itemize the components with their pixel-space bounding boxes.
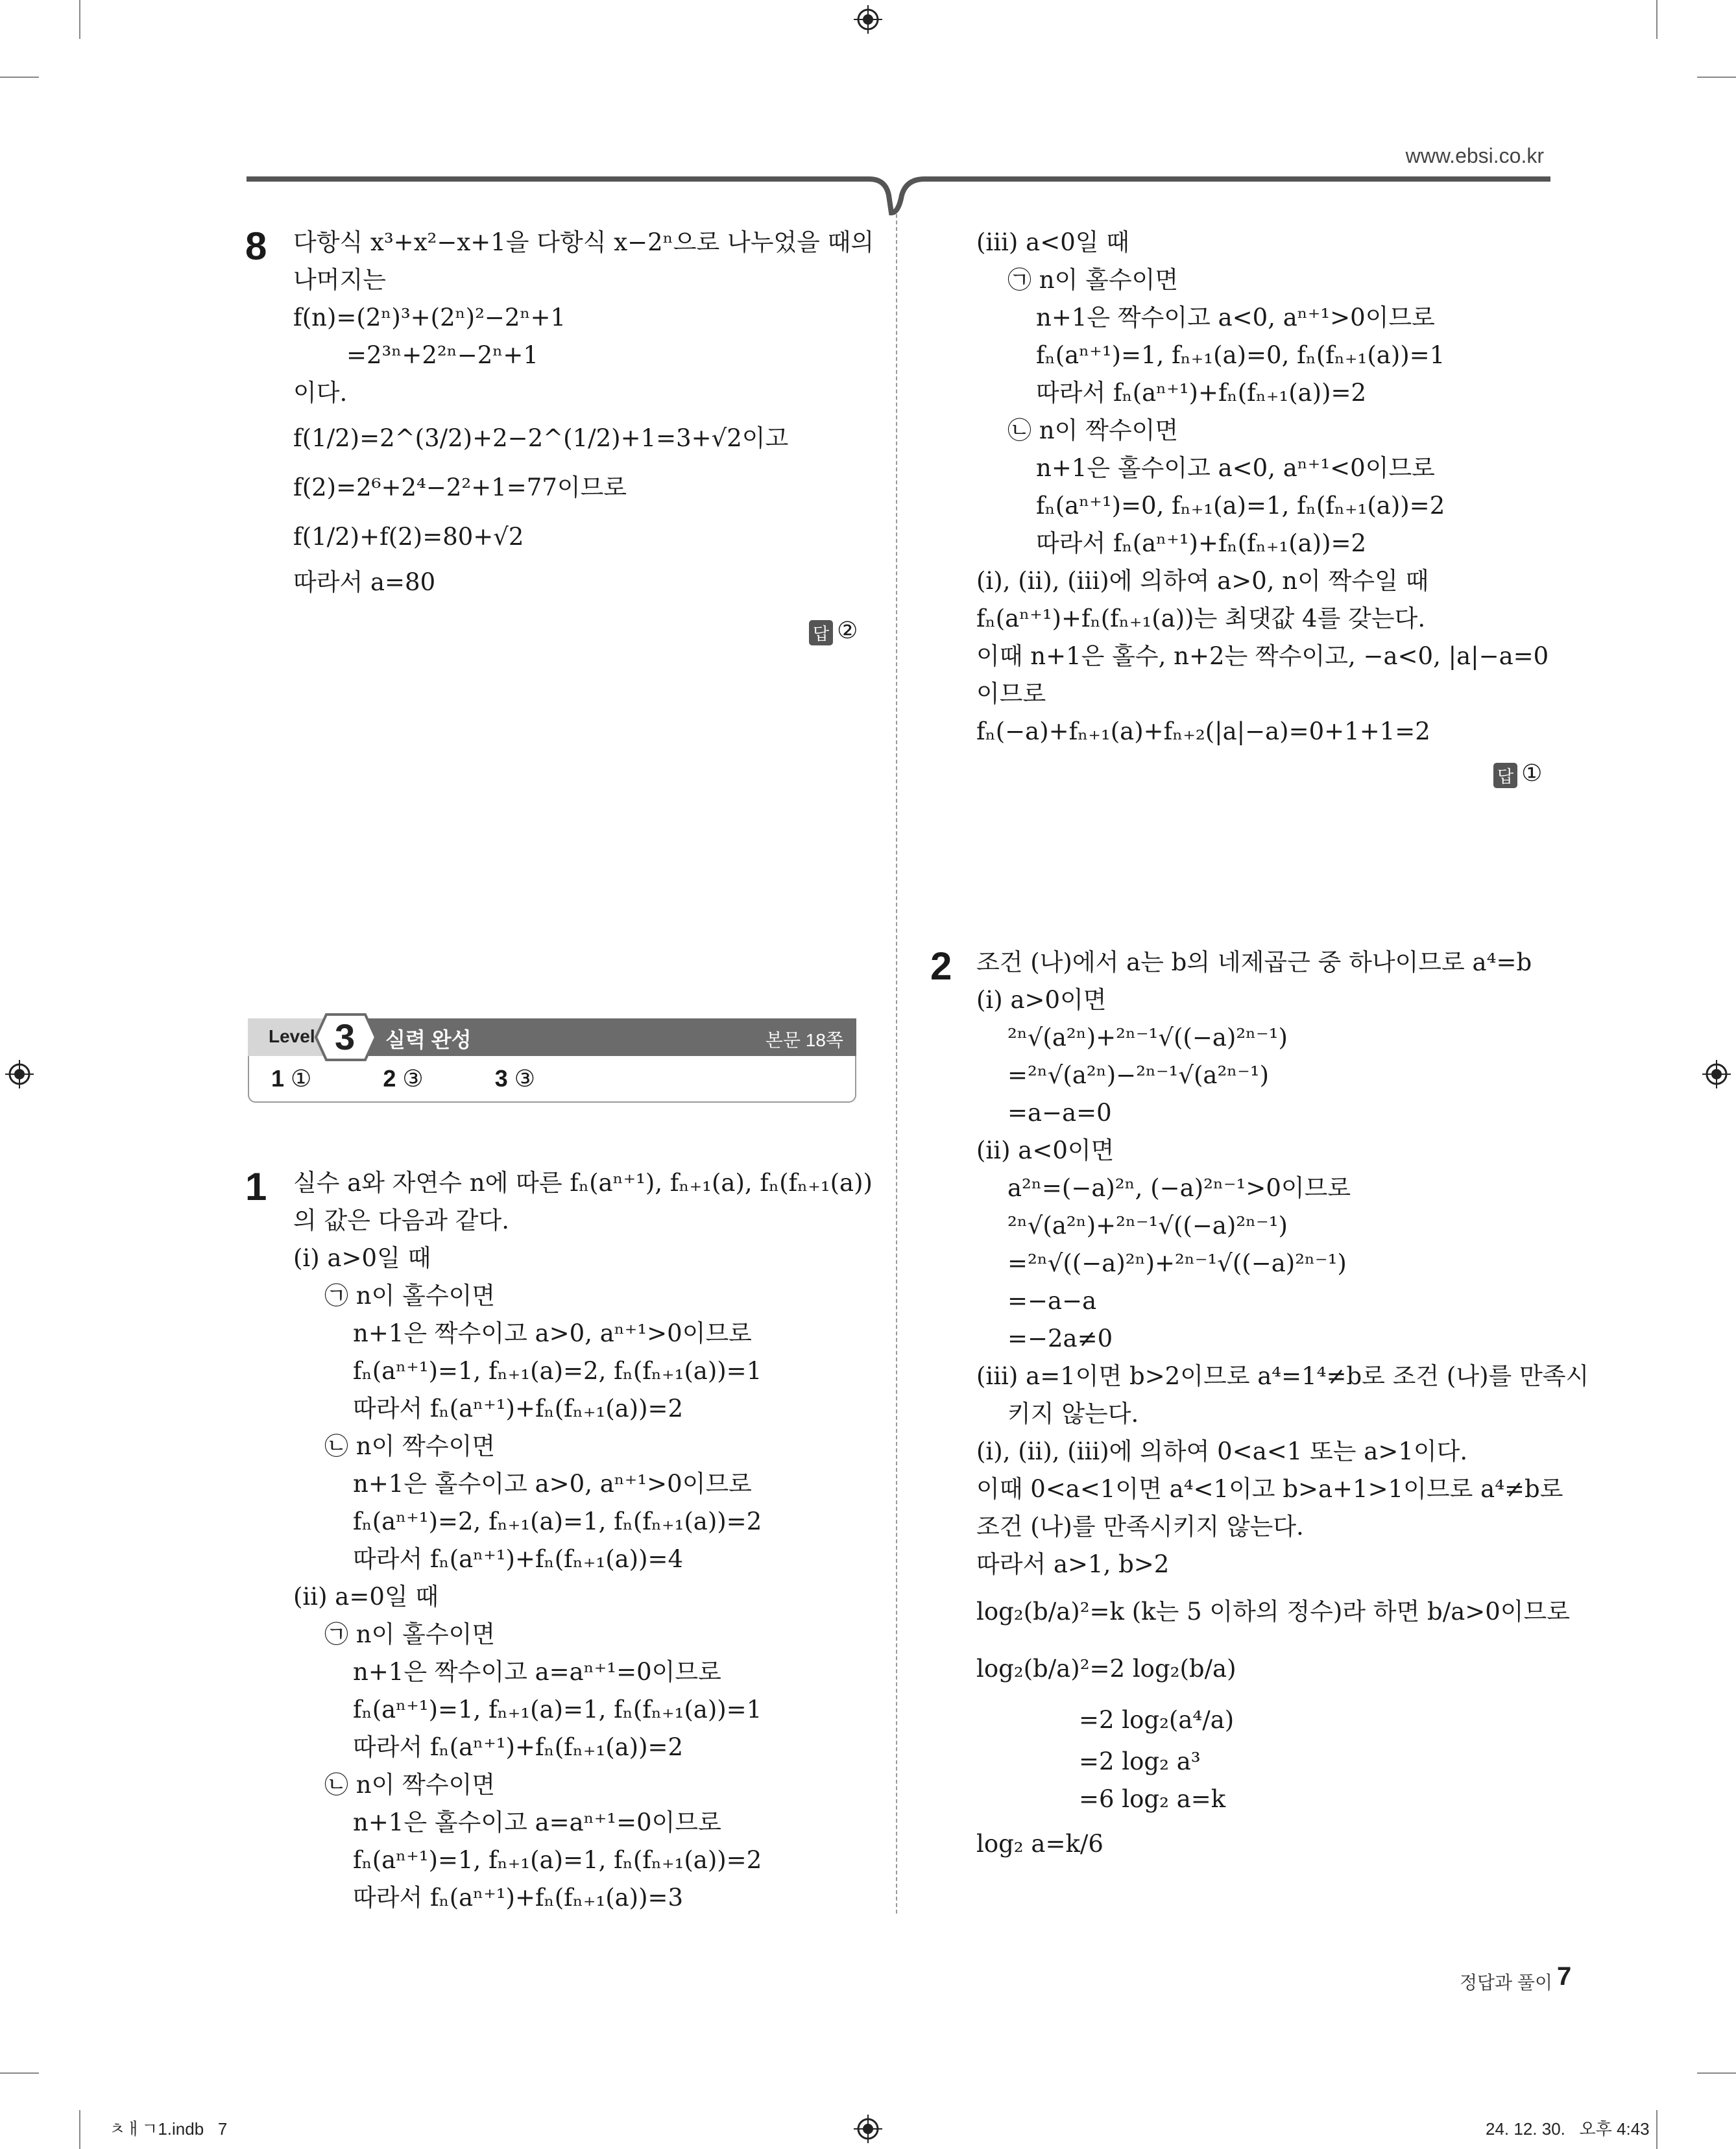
crop-mark [0,77,39,78]
text-line: fₙ(aⁿ⁺¹)=1, fₙ₊₁(a)=1, fₙ(fₙ₊₁(a))=1 [353,1696,762,1723]
text-line: (ⅰ), (ⅱ), (ⅲ)에 의하여 a>0, n이 짝수일 때 [976,567,1429,595]
text-line: 나머지는 [293,266,386,294]
text-line: 키지 않는다. [1007,1400,1139,1428]
answer-8 [809,618,858,645]
text-line: =2 log₂ a³ [1079,1747,1201,1775]
text-line: f(2)=2⁶+2⁴−2²+1=77이므로 [293,474,627,501]
problem-number: 1 [245,1165,267,1208]
text-line: 이때 n+1은 홀수, n+2는 짝수이고, −a<0, |a|−a=0 [976,642,1549,670]
text-line: fₙ(aⁿ⁺¹)=1, fₙ₊₁(a)=0, fₙ(fₙ₊₁(a))=1 [1036,341,1445,369]
registration-mark-icon [854,2115,882,2143]
level-title: 실력 완성 [385,1028,472,1051]
registration-mark-icon [1702,1060,1731,1088]
text-line: (ⅰ) a>0이면 [976,986,1107,1014]
text-line: (ⅲ) a<0일 때 [976,228,1129,256]
text-line: n+1은 홀수이고 a>0, aⁿ⁺¹>0이므로 [353,1470,752,1498]
text-line: fₙ(aⁿ⁺¹)=1, fₙ₊₁(a)=2, fₙ(fₙ₊₁(a))=1 [353,1357,762,1385]
registration-mark-icon [5,1060,34,1088]
text-line: ㉡ n이 짝수이면 [324,1432,496,1460]
text-line: ㉠ n이 홀수이면 [1007,266,1179,294]
text-line: fₙ(−a)+fₙ₊₁(a)+fₙ₊₂(|a|−a)=0+1+1=2 [976,717,1430,745]
text-line: =−a−a [1007,1287,1097,1315]
text-line: (ⅲ) a=1이면 b>2이므로 a⁴=1⁴≠b로 조건 (나)를 만족시 [976,1362,1589,1390]
text-line: 조건 (나)에서 a는 b의 네제곱근 중 하나이므로 a⁴=b [976,948,1532,976]
answer-value: ② [837,618,858,644]
text-line: =6 log₂ a=k [1079,1785,1226,1813]
quick-answers [271,1065,535,1092]
problem-number: 2 [930,944,952,988]
answer-label: 답 [1493,763,1517,788]
text-line: 따라서 fₙ(aⁿ⁺¹)+fₙ(fₙ₊₁(a))=3 [353,1884,684,1912]
level-banner [248,1018,856,1122]
text-line: =2 log₂(a⁴/a) [1079,1706,1235,1734]
qa-ans: ① [291,1065,312,1092]
text-line: (ⅱ) a<0이면 [976,1136,1115,1164]
problem-1-body [293,1164,873,1917]
text-line: =²ⁿ√((−a)²ⁿ)+²ⁿ⁻¹√((−a)²ⁿ⁻¹) [1007,1249,1347,1277]
qa-ans: ③ [514,1065,536,1092]
file-info: ㅊㅐㄱ1.indb 7 [109,2119,228,2139]
site-url: www.ebsi.co.kr [1405,144,1544,167]
text-line: ²ⁿ√(a²ⁿ)+²ⁿ⁻¹√((−a)²ⁿ⁻¹) [1007,1024,1288,1051]
crop-mark [79,2110,80,2149]
qa-num: 3 [494,1065,508,1092]
crop-mark [0,2072,39,2074]
text-line: f(n)=(2ⁿ)³+(2ⁿ)²−2ⁿ+1 [293,304,566,331]
text-line: n+1은 홀수이고 a<0, aⁿ⁺¹<0이므로 [1036,454,1435,482]
text-line: (ⅱ) a=0일 때 [293,1583,439,1611]
text-line: f(1/2)+f(2)=80+√2 [293,523,524,551]
answer-value: ① [1521,760,1543,787]
problem-1-continued [976,224,1554,750]
problem-number: 8 [245,224,267,268]
text-line: 따라서 fₙ(aⁿ⁺¹)+fₙ(fₙ₊₁(a))=4 [353,1545,684,1573]
answer-1 [1493,760,1542,788]
text-line: 따라서 a>1, b>2 [976,1550,1170,1578]
text-line: 의 값은 다음과 같다. [293,1207,509,1234]
crop-mark [1656,2110,1658,2149]
text-line: (ⅰ) a>0일 때 [293,1244,431,1272]
crop-mark [1697,2072,1736,2074]
text-line: log₂(b/a)²=2 log₂(b/a) [976,1655,1236,1683]
text-line: ㉠ n이 홀수이면 [324,1282,496,1310]
text-line: 다항식 x³+x²−x+1을 다항식 x−2ⁿ으로 나누었을 때의 [293,228,874,256]
column-divider [896,214,897,1914]
text-line: 따라서 fₙ(aⁿ⁺¹)+fₙ(fₙ₊₁(a))=2 [353,1733,684,1761]
qa-ans: ③ [402,1065,424,1092]
text-line: n+1은 짝수이고 a>0, aⁿ⁺¹>0이므로 [353,1319,752,1347]
text-line: n+1은 짝수이고 a=aⁿ⁺¹=0이므로 [353,1658,721,1686]
text-line: 조건 (나)를 만족시키지 않는다. [976,1513,1304,1541]
qa-num: 2 [383,1065,396,1092]
problem-8-body [293,224,874,601]
text-line: ㉡ n이 짝수이면 [324,1771,496,1799]
level-prefix: Level [269,1026,315,1046]
registration-mark-icon [854,5,882,34]
text-line: =²ⁿ√(a²ⁿ)−²ⁿ⁻¹√(a²ⁿ⁻¹) [1007,1061,1270,1089]
text-line: ²ⁿ√(a²ⁿ)+²ⁿ⁻¹√((−a)²ⁿ⁻¹) [1007,1212,1288,1240]
level-number: 3 [335,1016,356,1057]
text-line: ㉠ n이 홀수이면 [324,1620,496,1648]
page-number: 7 [1557,1962,1572,1991]
crop-mark [1656,0,1658,39]
text-line: 이때 0<a<1이면 a⁴<1이고 b>a+1>1이므로 a⁴≠b로 [976,1475,1563,1503]
answer-label: 답 [809,620,833,645]
qa-num: 1 [271,1065,285,1092]
text-line: 따라서 fₙ(aⁿ⁺¹)+fₙ(fₙ₊₁(a))=2 [1036,529,1367,557]
text-line: 따라서 fₙ(aⁿ⁺¹)+fₙ(fₙ₊₁(a))=2 [1036,379,1367,407]
text-line: (ⅰ), (ⅱ), (ⅲ)에 의하여 0<a<1 또는 a>1이다. [976,1437,1468,1465]
text-line: fₙ(aⁿ⁺¹)+fₙ(fₙ₊₁(a))는 최댓값 4를 갖는다. [976,605,1426,632]
page-ref: 본문 18쪽 [765,1030,843,1050]
text-line: 이므로 [976,680,1046,708]
crop-mark [79,0,80,39]
problem-2-body [976,944,1589,1870]
text-line: f(1/2)=2^(3/2)+2−2^(1/2)+1=3+√2이고 [293,424,789,452]
text-line: 실수 a와 자연수 n에 따른 fₙ(aⁿ⁺¹), fₙ₊₁(a), fₙ(fₙ₊₁(a)) [293,1169,873,1197]
text-line: 따라서 fₙ(aⁿ⁺¹)+fₙ(fₙ₊₁(a))=2 [353,1395,684,1423]
text-line: =a−a=0 [1007,1099,1112,1127]
text-line: log₂ a=k/6 [976,1830,1103,1858]
text-line: fₙ(aⁿ⁺¹)=1, fₙ₊₁(a)=1, fₙ(fₙ₊₁(a))=2 [353,1846,762,1874]
text-line: n+1은 짝수이고 a<0, aⁿ⁺¹>0이므로 [1036,304,1435,331]
text-line: a²ⁿ=(−a)²ⁿ, (−a)²ⁿ⁻¹>0이므로 [1007,1174,1351,1202]
text-line: =2³ⁿ+2²ⁿ−2ⁿ+1 [346,341,538,369]
print-timestamp: 24. 12. 30. 오후 4:43 [1486,2119,1650,2139]
text-line: ㉡ n이 짝수이면 [1007,416,1179,444]
text-line: log₂(b/a)²=k (k는 5 이하의 정수)라 하면 b/a>0이므로 [976,1598,1571,1626]
text-line: 이다. [293,379,348,407]
text-line: fₙ(aⁿ⁺¹)=0, fₙ₊₁(a)=1, fₙ(fₙ₊₁(a))=2 [1036,492,1445,520]
crop-mark [1697,77,1736,78]
text-line: =−2a≠0 [1007,1325,1113,1352]
footer-section: 정답과 풀이 [1460,1973,1553,1993]
text-line: n+1은 홀수이고 a=aⁿ⁺¹=0이므로 [353,1808,721,1836]
text-line: fₙ(aⁿ⁺¹)=2, fₙ₊₁(a)=1, fₙ(fₙ₊₁(a))=2 [353,1507,762,1535]
header-rule [247,173,1550,219]
text-line: 따라서 a=80 [293,568,436,596]
